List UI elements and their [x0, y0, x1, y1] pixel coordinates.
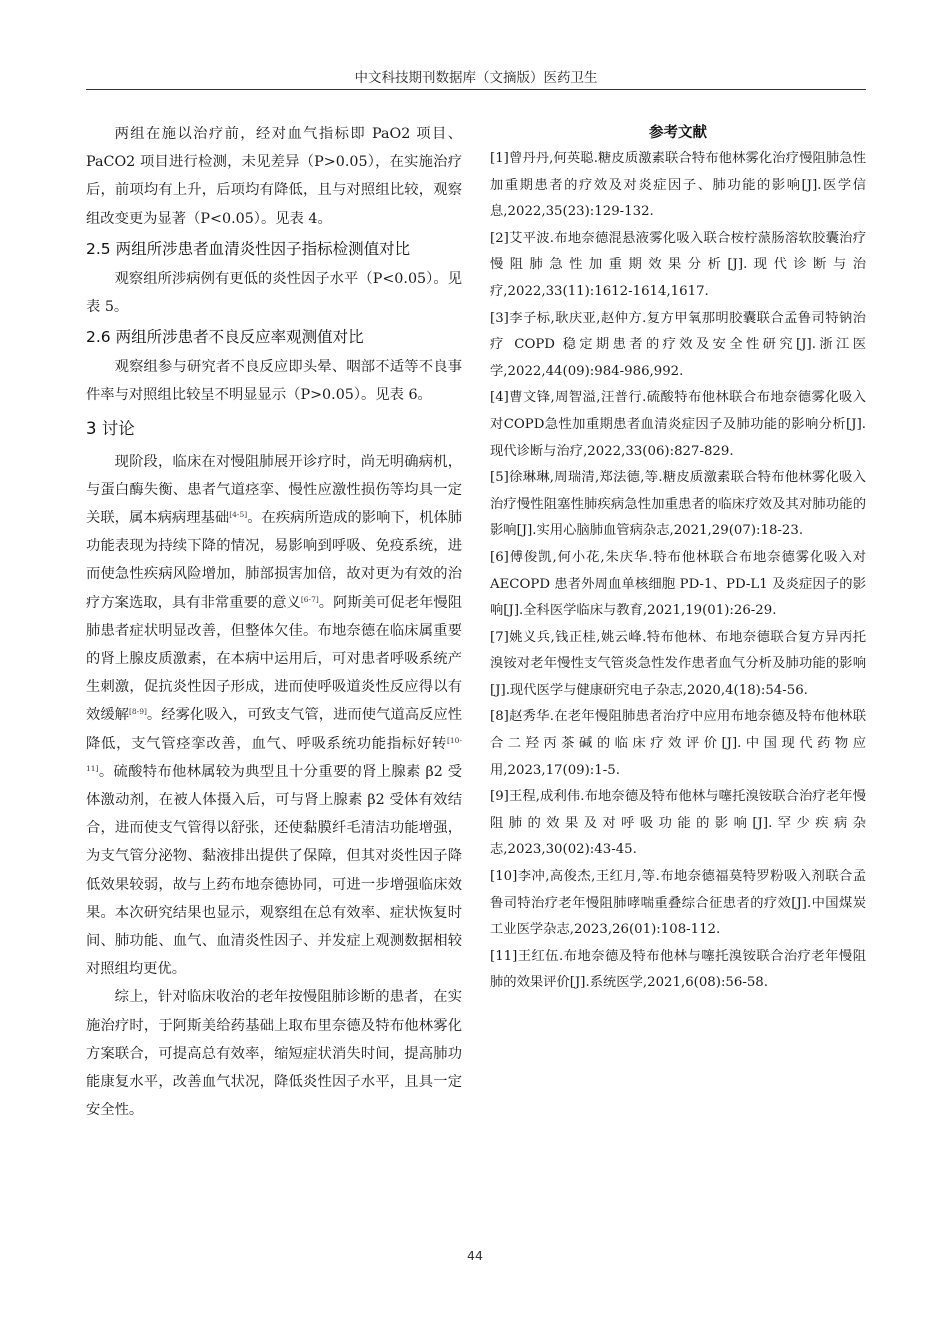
references-heading: 参考文献 — [649, 125, 707, 141]
discussion-paragraph — [86, 448, 462, 984]
page-number: 44 — [467, 1248, 483, 1263]
discussion-text-4: 。经雾化吸入，可致支气管，进而使气道高反应性降低，支气管痉挛改善，血气、呼吸系统功能指标好转 — [86, 707, 462, 752]
results-paragraph-blood-gas: 两组在施以治疗前，经对血气指标即 PaO2 项目、PaCO2 项目进行检测，未见差异（P>0.05），在实施治疗后，前项均有上升，后项均有降低，且与对照组比较，观察组改变更为显著（P<0.05）。见表 4。 — [86, 126, 462, 227]
header-rule — [86, 89, 866, 90]
reference-item: [3]李子标,耿庆亚,赵仲方.复方甲氧那明胶囊联合孟鲁司特钠治疗 COPD 稳定期患者的疗效及安全性研究[J].浙江医学,2022,44(09):984-986,992. — [490, 310, 866, 379]
discussion-text-3: 。阿斯美可促老年慢阻肺患者症状明显改善，但整体欠佳。布地奈德在临床属重要的肾上腺皮质激素，在本病中运用后，可对患者呼吸系统产生刺激，促抗炎性因子形成，进而使呼吸道炎性反应得以有效缓解 — [86, 594, 463, 724]
paragraph-2-5: 观察组所涉病例有更低的炎性因子水平（P<0.05）。见表 5。 — [86, 270, 462, 316]
reference-item: [8]赵秀华.在老年慢阻肺患者治疗中应用布地奈德及特布他林联合二羟丙茶碱的临床疗效评价[J].中国现代药物应用,2023,17(09):1-5. — [490, 709, 866, 778]
reference-item: [11]王红伍.布地奈德及特布他林与噻托溴铵联合治疗老年慢阻肺的效果评价[J].系统医学,2021,6(08):56-58. — [490, 948, 866, 991]
citation-6-7: [6-7] — [300, 594, 319, 604]
citation-10-11: [10-11] — [86, 735, 462, 773]
reference-list — [490, 146, 866, 997]
discussion-text-2: 。在疾病所造成的影响下，机体肺功能表现为持续下降的情况，易影响到呼吸、免疫系统，进而使急性疾病风险增加，肺部损害加倍，故对更为有效的治疗方案选取，具有非常重要的意义 — [86, 510, 463, 611]
left-column — [86, 120, 462, 1125]
reference-item: [9]王程,成利伟.布地奈德及特布他林与噻托溴铵联合治疗老年慢阻肺的效果及对呼吸功能的影响[J].罕少疾病杂志,2023,30(02):43-45. — [490, 789, 866, 858]
citation-8-9: [8-9] — [128, 707, 147, 717]
section-heading-2-6: 2.6 两组所涉患者不良反应率观测值对比 — [86, 328, 364, 347]
reference-item: [5]徐琳琳,周瑞清,郑法德,等.糖皮质激素联合特布他林雾化吸入治疗慢性阻塞性肺疾病急性加重患者的临床疗效及其对肺功能的影响[J].实用心脑肺血管病杂志,2021,29(07):18-23. — [490, 470, 866, 539]
right-column — [490, 120, 866, 997]
discussion-text-1: 现阶段，临床在对慢阻肺展开诊疗时，尚无明确病机，与蛋白酶失衡、患者气道痉挛、慢性应激性损伤等均具一定关联，属本病病理基础 — [86, 453, 462, 527]
section-heading-3-discussion: 3 讨论 — [86, 418, 135, 438]
reference-item: [2]艾平波.布地奈德混悬液雾化吸入联合桉柠蒎肠溶软胶囊治疗慢阻肺急性加重期效果分析[J].现代诊断与治疗,2022,33(11):1612-1614,1617. — [490, 230, 866, 299]
paragraph-2-6: 观察组参与研究者不良反应即头晕、咽部不适等不良事件率与对照组比较呈不明显显示（P>0.05）。见表 6。 — [86, 359, 462, 404]
reference-item: [10]李冲,高俊杰,王红月,等.布地奈德福莫特罗粉吸入剂联合孟鲁司特治疗老年慢阻肺哮喘重叠综合征患者的疗效[J].中国煤炭工业医学杂志,2023,26(01):108-112. — [490, 869, 866, 938]
section-heading-2-5: 2.5 两组所涉患者血清炎性因子指标检测值对比 — [86, 239, 411, 258]
reference-item: [1]曾丹丹,何英聪.糖皮质激素联合特布他林雾化治疗慢阻肺急性加重期患者的疗效及对炎症因子、肺功能的影响[J].医学信息,2022,35(23):129-132. — [490, 151, 866, 220]
citation-4-5: [4-5] — [229, 510, 248, 520]
journal-header: 中文科技期刊数据库（文摘版）医药卫生 — [354, 70, 598, 86]
discussion-text-5: 。硫酸特布他林属较为典型且十分重要的肾上腺素 β2 受体激动剂，在被人体摄入后，可与肾上腺素 β2 受体有效结合，进而使支气管得以舒张，还使黏膜纤毛清洁功能增强，为支气管分泌物、黏液排出提供了保障，但其对炎性因子降低效果较弱，故与上药布地奈德协同，可进一步增强临床效果。本次研究结果也显示，观察组在总有效率、症状恢复时间、肺功能、血气、血清炎性因子、并发症上观测数据相较对照组均更优。 — [86, 763, 462, 978]
reference-item: [7]姚义兵,钱正桂,姚云峰.特布他林、布地奈德联合复方异丙托溴铵对老年慢性支气管炎急性发作患者血气分析及肺功能的影响[J].现代医学与健康研究电子杂志,2020,4(18):54-56. — [490, 629, 866, 698]
conclusion-paragraph: 综上，针对临床收治的老年按慢阻肺诊断的患者，在实施治疗时，于阿斯美给药基础上取布里奈德及特布他林雾化方案联合，可提高总有效率，缩短症状消失时间，提高肺功能康复水平，改善血气状况，降低炎性因子水平，且具一定安全性。 — [86, 989, 462, 1119]
reference-item: [6]傅俊凯,何小花,朱庆华.特布他林联合布地奈德雾化吸入对 AECOPD 患者外周血单核细胞 PD-1、PD-L1 及炎症因子的影响[J].全科医学临床与教育,2021,19(01):26-29. — [490, 549, 866, 619]
reference-item: [4]曹文锋,周智溢,汪普行.硫酸特布他林联合布地奈德雾化吸入对COPD急性加重期患者血清炎症因子及肺功能的影响分析[J].现代诊断与治疗,2022,33(06):827-829. — [490, 390, 866, 459]
